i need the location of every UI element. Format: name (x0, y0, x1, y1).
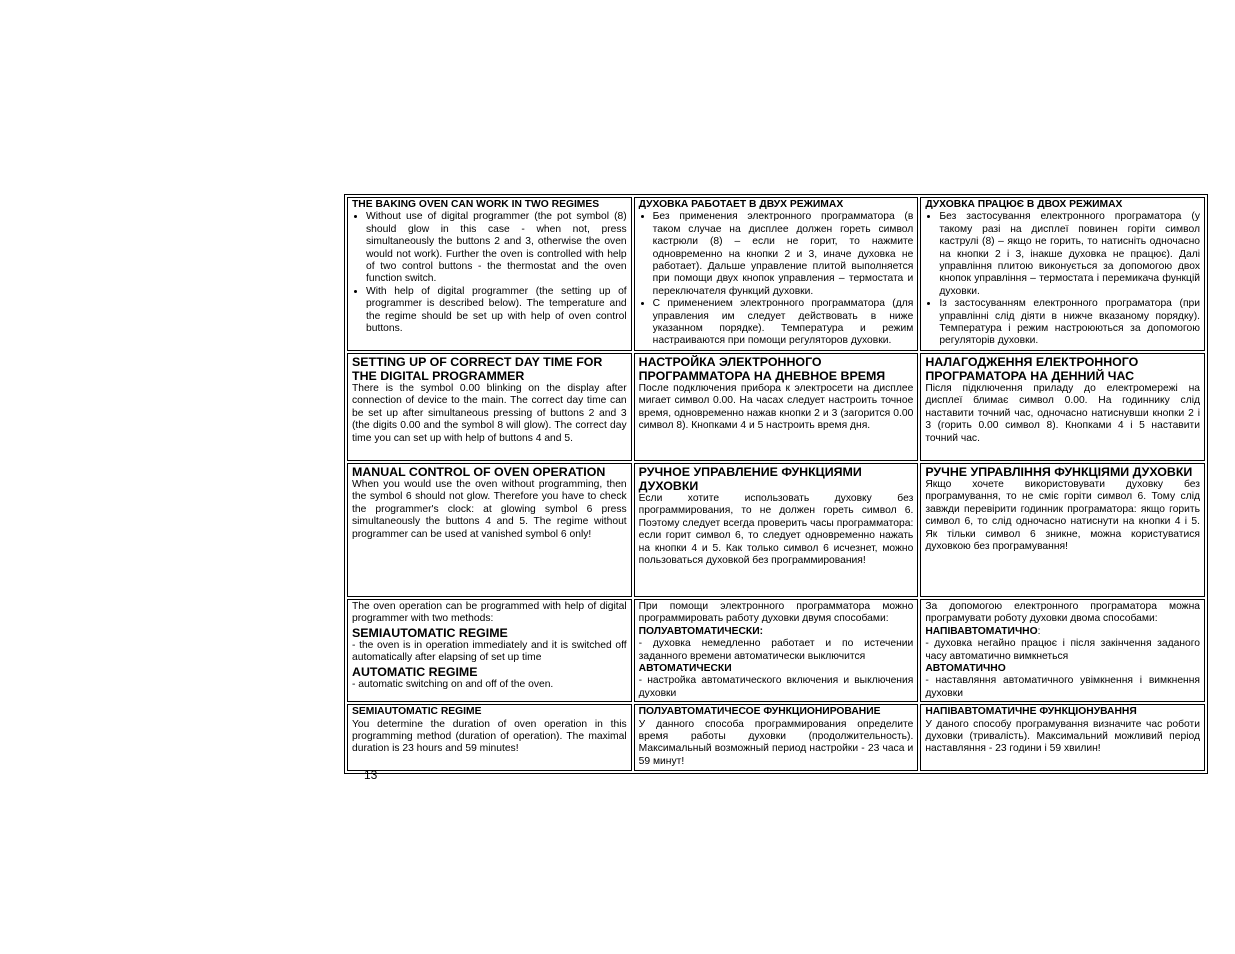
page-number: 13 (364, 768, 378, 782)
table-row (347, 353, 1205, 461)
section-title: ПОЛУАВТОМАТИЧЕСОЕ ФУНКЦИОНИРОВАНИЕ (638, 706, 881, 718)
paragraph: Якщо хочете використовувати духовку без програмування, то не сміє горіти символ 6. Тому слід завжди перевірити годинник програматора: якщо горить символ 6, то слід одночасно натиснути на кнопки 4 і 5. Як тільки символ 6 зникне, можна користуватися духовкою без програмування! (925, 479, 1200, 553)
section-title: РУЧНЕ УПРАВЛІННЯ ФУНКЦІЯМИ ДУХОВКИ (925, 465, 1193, 479)
paragraph: При помощи электронного программатора можно программировать работу духовки двумя способами: (638, 601, 914, 625)
bullet-list (925, 211, 1200, 347)
cell-uk-manual (920, 463, 1205, 597)
list-item: • Без применения электронного программатора (в таком случае на дисплее должен гореть символ кастрюли (8) – если не горит, то нажмите одновременно на кнопки 2 и 3, иначе духовка не работает). Дальше управление плитой выполняется при помощи двух кнопок управления – термостата и переключателя функций духовки. (653, 211, 914, 298)
section-title: НАЛАГОДЖЕННЯ ЕЛЕКТРОННОГО ПРОГРАМАТОРА НА ДЕННИЙ ЧАС (925, 355, 1139, 383)
paragraph: The oven operation can be programmed with help of digital programmer with two methods: (352, 601, 627, 625)
cell-uk-semiauto (920, 704, 1205, 771)
cell-ru-regimes (634, 197, 919, 351)
subsection-title: АВТОМАТИЧЕСКИ (638, 663, 732, 675)
cell-uk-daytime (920, 353, 1205, 461)
paragraph: Після підключення приладу до електромережі на дисплеї блимає символ 0.00. На годиннику слід наставити точний час, одночасно натиснувши кнопки 2 і 3 (горить 0.00 символ 8). Кнопками 4 і 5 наставити точний час. (925, 383, 1200, 444)
subsection-title: SEMIAUTOMATIC REGIME (352, 625, 508, 640)
paragraph: - духовка негайно працює і після закінчення заданого часу автоматично вимкнеться (925, 638, 1200, 662)
subsection-title: НАПІВАВТОМАТИЧНО (925, 625, 1038, 637)
table-row (347, 704, 1205, 771)
cell-en-methods (347, 599, 632, 702)
list-item: • With help of digital programmer (the setting up of programmer is described below). The temperature and the regime should be set up with help of oven control buttons. (366, 286, 627, 336)
section-title: MANUAL CONTROL OF OVEN OPERATION (352, 465, 606, 479)
bullet-list (639, 211, 914, 347)
paragraph: You determine the duration of oven operation in this programming method (duration of operation). The maximal duration is 23 hours and 59 minutes! (352, 718, 627, 755)
subsection-heading (925, 626, 1200, 638)
section-title: НАПІВАВТОМАТИЧНЕ ФУНКЦІОНУВАННЯ (925, 706, 1137, 718)
subsection-title: AUTOMATIC REGIME (352, 664, 478, 679)
cell-en-semiauto (347, 704, 632, 771)
section-title: ДУХОВКА РАБОТАЕТ В ДВУХ РЕЖИМАХ (638, 199, 844, 210)
table-row (347, 197, 1205, 351)
bullet-list (352, 211, 627, 335)
cell-uk-methods (920, 599, 1205, 702)
cell-en-regimes (347, 197, 632, 351)
cell-en-daytime (347, 353, 632, 461)
cell-uk-regimes (920, 197, 1205, 351)
list-item: • С применением электронного программатора (для управления им следует действовать в ниже указанном порядке). Температура и режим настраиваются при помощи регуляторов духовки. (653, 298, 914, 348)
paragraph: - наставляння автоматичного увімкнення і вимкнення духовки (925, 675, 1200, 699)
cell-ru-daytime (634, 353, 919, 461)
section-title: SEMIAUTOMATIC REGIME (352, 706, 482, 718)
list-item: • Без застосування електронного програматора (у такому разі на дисплеї повинен горіти символ каструлі (8) – якщо не горить, то натисніть одночасно на кнопки 2 і 3, інакше духовка не працює). Далі управління плитою виконується за допомогою двох кнопок управління – термостата і перемикача функцій духовки. (939, 211, 1200, 298)
paragraph: When you would use the oven without programming, then the symbol 6 should not glow. Therefore you have to check the programmer's clock: at glowing symbol 6 press simultaneously the buttons 4 and 5. The regime without programmer can be used at vanished symbol 6 only! (352, 479, 627, 540)
list-item: • Without use of digital programmer (the pot symbol (8) should glow in this case - when not, press simultaneously the buttons 2 and 3, otherwise the oven would not work). Further the oven is controlled with help of two control buttons - the thermostat and the oven function switch. (366, 211, 627, 285)
paragraph: Если хотите использовать духовку без программирования, то не должен гореть символ 6. Поэтому следует всегда проверить часы программатора: если горит символ 6, то следует одновременно нажать на кнопки 4 и 5. Как только символ 6 исчезнет, можно пользоваться духовкой без программирования! (638, 493, 914, 567)
section-title: SETTING UP OF CORRECT DAY TIME FOR THE DIGITAL PROGRAMMER (352, 355, 603, 383)
section-title: ДУХОВКА ПРАЦЮЄ В ДВОХ РЕЖИМАХ (925, 199, 1123, 210)
paragraph: - the oven is in operation immediately and it is switched off automatically after elapsing of set up time (352, 639, 627, 664)
manual-table (344, 194, 1208, 774)
paragraph: У даного способу програмування визначите час роботи духовки (тривалість). Максимальний можливий період наставляння - 23 години і 59 хвилин! (925, 718, 1200, 755)
section-title: РУЧНОЕ УПРАВЛЕНИЕ ФУНКЦИЯМИ ДУХОВКИ (638, 465, 862, 493)
colon: : (1037, 625, 1041, 637)
table-row (347, 599, 1205, 702)
cell-ru-semiauto (634, 704, 919, 771)
cell-ru-manual (634, 463, 919, 597)
paragraph: - духовка немедленно работает и по истечении заданного времени автоматически выключится (638, 638, 914, 662)
cell-en-manual (347, 463, 632, 597)
paragraph: - automatic switching on and off of the oven. (352, 678, 554, 690)
table-row (347, 463, 1205, 597)
section-title: НАСТРОЙКА ЭЛЕКТРОННОГО ПРОГРАММАТОРА НА ДНЕВНОЕ ВРЕМЯ (638, 355, 886, 383)
paragraph: There is the symbol 0.00 blinking on the display after connection of device to the main. The correct day time can be set up after simultaneous pressing of buttons 2 and 3 (the digits 0.00 and the symbol 8 will glow). The correct day time you can set up with help of buttons 4 and 5. (352, 383, 627, 444)
paragraph: После подключения прибора к электросети на дисплее мигает символ 0.00. На часах следует настроить точное время, одновременно нажав кнопки 2 и 3 (загорится 0.00 символ 8). Кнопками 4 и 5 настроить время дня. (638, 383, 914, 432)
list-item: • Із застосуванням електронного програматора (при управлінні слід діяти в нижче вказаному порядку). Температура і режим настроюються за допомогою регуляторів духовки. (939, 298, 1200, 348)
paragraph: - настройка автоматического включения и выключения духовки (638, 675, 914, 699)
cell-ru-methods (634, 599, 919, 702)
paragraph: За допомогою електронного програматора можна програмувати роботу духовки двома способами: (925, 601, 1200, 625)
subsection-title: АВТОМАТИЧНО (925, 663, 1006, 675)
subsection-title: ПОЛУАВТОМАТИЧЕСКИ: (638, 625, 764, 637)
section-title: THE BAKING OVEN CAN WORK IN TWO REGIMES (352, 199, 600, 210)
paragraph: У данного способа программирования определите время работы духовки (продолжительность). Максимальный возможный период настройки - 23 часа и 59 минут! (638, 718, 914, 767)
